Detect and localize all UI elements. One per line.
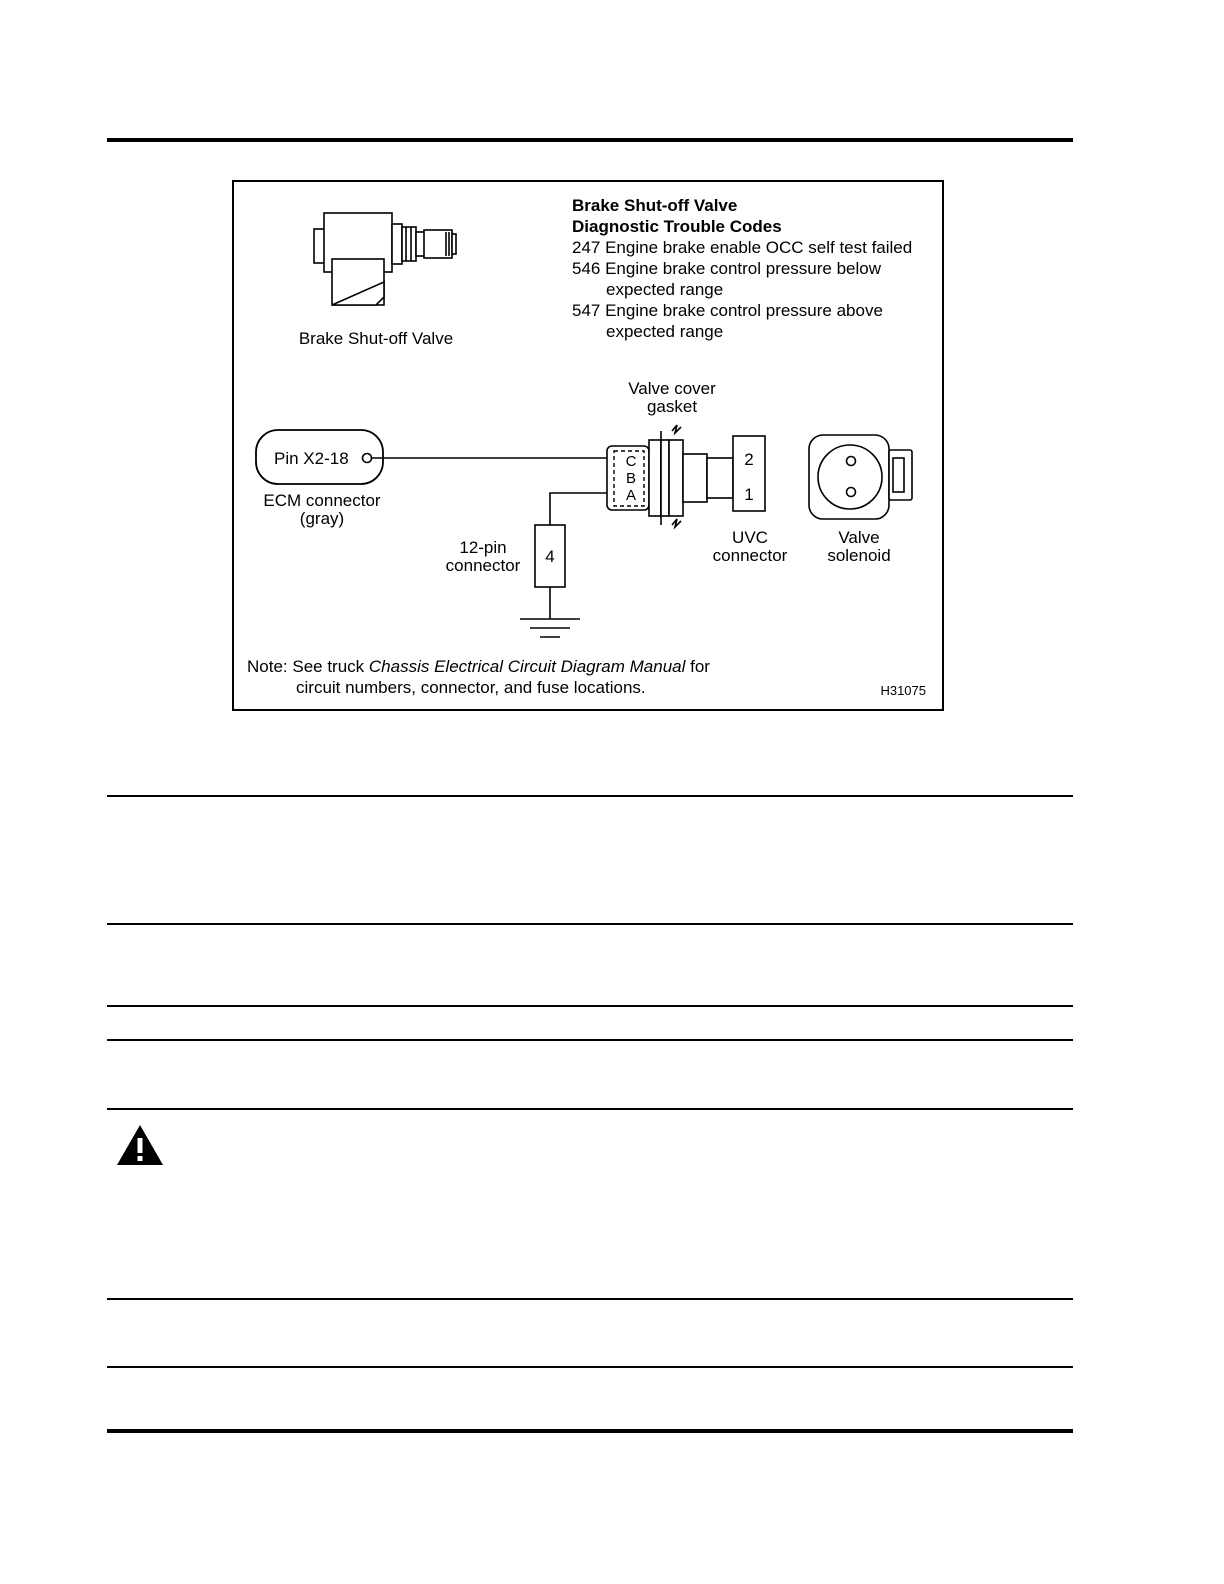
- note-manual-title: Chassis Electrical Circuit Diagram Manual: [368, 657, 686, 676]
- dtc-line: 247 Engine brake enable OCC self test failed: [572, 238, 913, 257]
- valve-solenoid: [809, 435, 912, 519]
- dtc-line: expected range: [606, 322, 724, 341]
- section-rule-3: [107, 1005, 1073, 1007]
- uvc-label-1: UVC: [732, 528, 768, 547]
- valve-title: Brake Shut-off Valve: [298, 329, 454, 348]
- dtc-heading-1: Brake Shut-off Valve: [572, 196, 738, 215]
- inline-pin-b: B: [625, 470, 637, 487]
- twelve-pin-label-2: connector: [445, 556, 521, 575]
- ecm-connector: [256, 430, 383, 484]
- dtc-line: expected range: [606, 280, 724, 299]
- ecm-label-2: (gray): [299, 509, 345, 528]
- top-rule: [107, 138, 1073, 142]
- inline-connector: [607, 440, 661, 516]
- ecm-label-1: ECM connector: [263, 491, 381, 510]
- uvc-pin-1: 1: [744, 485, 754, 504]
- note-line-2: circuit numbers, connector, and fuse locations.: [296, 678, 646, 697]
- wiring-diagram: [234, 182, 942, 709]
- figure-id: H31075: [880, 683, 926, 698]
- ecm-pin-label: Pin X2-18: [274, 449, 349, 468]
- section-rule-6: [107, 1298, 1073, 1300]
- gasket-label-2: gasket: [646, 397, 698, 416]
- twelve-pin-label-1: 12-pin: [459, 538, 507, 557]
- bottom-rule: [107, 1429, 1073, 1433]
- solenoid-label-1: Valve: [838, 528, 880, 547]
- dtc-heading-2: Diagnostic Trouble Codes: [572, 217, 782, 236]
- section-rule-7: [107, 1366, 1073, 1368]
- uvc-connector: [733, 436, 765, 511]
- inline-pin-a: A: [625, 487, 637, 504]
- section-rule-5: [107, 1108, 1073, 1110]
- uvc-pin-2: 2: [744, 450, 754, 469]
- valve-cover-gasket: [661, 425, 733, 527]
- section-rule-1: [107, 795, 1073, 797]
- gasket-label-1: Valve cover: [628, 379, 716, 398]
- inline-pin-c: C: [625, 453, 637, 470]
- dtc-line: 547 Engine brake control pressure above: [572, 301, 883, 320]
- brake-valve-figure: [232, 180, 944, 711]
- solenoid-label-2: solenoid: [827, 546, 891, 565]
- note-suffix: for: [685, 657, 710, 676]
- dtc-line: 546 Engine brake control pressure below: [572, 259, 882, 278]
- note-prefix: Note: See truck: [247, 657, 369, 676]
- section-rule-2: [107, 923, 1073, 925]
- section-rule-4: [107, 1039, 1073, 1041]
- note-line-1: [247, 657, 710, 676]
- brake-valve-drawing: [314, 213, 456, 305]
- warning-triangle-icon: [116, 1124, 164, 1166]
- uvc-label-2: connector: [712, 546, 788, 565]
- twelve-pin-number: 4: [545, 547, 555, 566]
